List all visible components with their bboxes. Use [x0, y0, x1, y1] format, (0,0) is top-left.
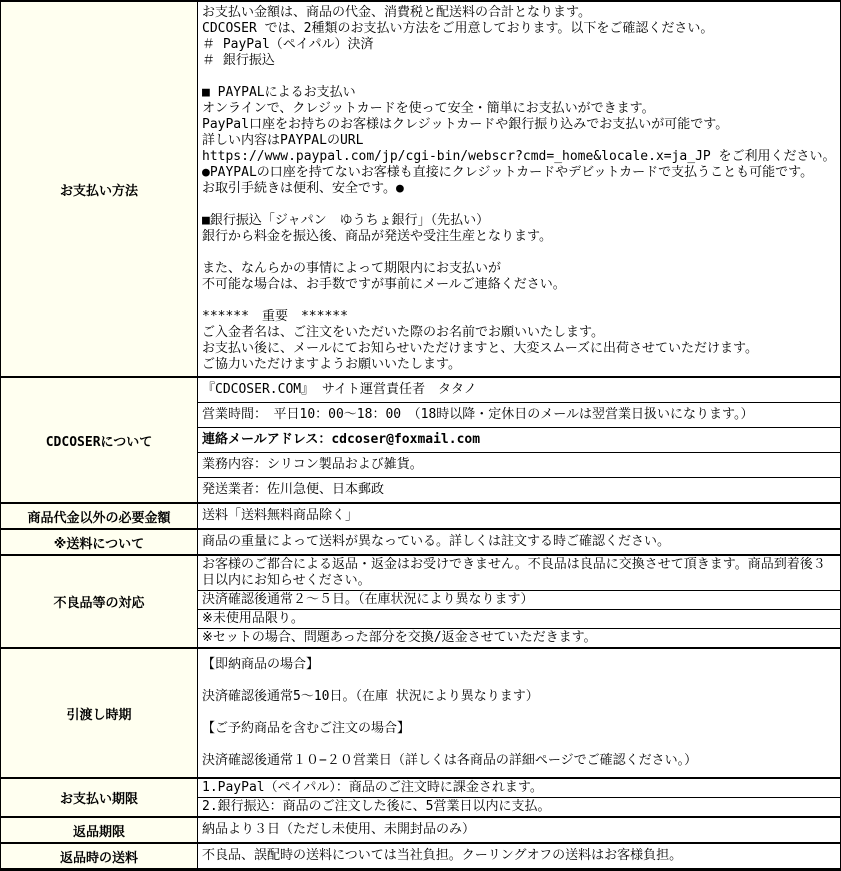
text-line: お取引手続きは便利、安全です。●	[202, 181, 404, 196]
text-line: 2.銀行振込：商品のご注文した後に、5営業日以内に支払。	[202, 799, 551, 814]
table-row-defective-0	[1, 555, 841, 591]
table-row-payment-method	[1, 1, 841, 377]
text-line: ■銀行振込「ジャパン ゆうちょ銀行」（先払い）	[202, 213, 490, 228]
text-line	[202, 705, 836, 721]
row-label-shipping-note: ※送料について	[1, 529, 198, 555]
text-line	[202, 737, 836, 753]
text-line: 【即納商品の場合】	[202, 657, 320, 672]
row-label-about: CDCOSERについて	[1, 377, 198, 503]
shipping-carrier	[198, 478, 841, 504]
text-line: CDCOSER では、2種類のお支払い方法をご用意しております。以下をご確認ください。	[202, 21, 714, 36]
table-row-extra-fee	[1, 503, 841, 529]
table-row-delivery	[1, 648, 841, 778]
table-row-return-shipping	[1, 843, 841, 870]
business-content	[198, 453, 841, 478]
row-label-extra-fee: 商品代金以外の必要金額	[1, 503, 198, 529]
text-line: 決済確認後通常２〜５日。（在庫状況により異なります）	[202, 592, 534, 607]
text-line: 『CDCOSER.COM』 サイト運営責任者 タタノ	[202, 382, 477, 397]
text-line: 送料「送料無料商品除く」	[202, 508, 359, 523]
row-label-payment-method: お支払い方法	[1, 1, 198, 377]
delivery-text	[198, 648, 841, 778]
text-line: ＃ PayPal（ペイパル）決済	[202, 37, 374, 52]
text-line: 営業時間： 平日10：00〜18：00 （18時以降・定休日のメールは翌営業日扱いになります。）	[202, 407, 754, 422]
defective-set-note	[198, 629, 841, 649]
table-row-shipping-note	[1, 529, 841, 555]
text-line: ■ PAYPALによるお支払い	[202, 85, 356, 100]
text-line: 不可能な場合は、お手数ですが事前にメールご連絡ください。	[202, 277, 566, 292]
text-line: お支払い金額は、商品の代金、消費税と配送料の合計となります。	[202, 5, 591, 20]
defective-unused-only	[198, 610, 841, 629]
business-hours	[198, 403, 841, 428]
row-label-delivery: 引渡し時期	[1, 648, 198, 778]
shipping-note-text	[198, 529, 841, 555]
contact-email	[198, 428, 841, 453]
defective-policy	[198, 555, 841, 591]
deadline-paypal	[198, 778, 841, 798]
text-line: 決済確認後通常１０−２０営業日（詳しくは各商品の詳細ページでご確認ください。）	[202, 753, 698, 768]
text-line: 発送業者：佐川急便、日本郵政	[202, 482, 385, 497]
text-line	[202, 245, 836, 261]
text-line: 1.PayPal（ペイパル）：商品のご注文時に課金されます。	[202, 780, 543, 795]
text-line	[202, 69, 836, 85]
site-operator	[198, 377, 841, 403]
table-row-payment-deadline-0	[1, 778, 841, 798]
deadline-bank	[198, 798, 841, 818]
extra-fee-text	[198, 503, 841, 529]
text-line: 詳しい内容はPAYPALのURL	[202, 133, 364, 148]
text-line: お客様のご都合による返品・返金はお受けできません。不良品は良品に交換させて頂きます。商品到着後３日以内にお知らせください。	[202, 557, 826, 588]
text-line: ●PAYPALの口座を持てないお客様も直接にクレジットカードやデビットカードで支払うことも可能です。	[202, 165, 814, 180]
text-line	[202, 673, 836, 689]
text-line: 連絡メールアドレス：cdcoser@foxmail.com	[202, 432, 481, 447]
row-label-defective: 不良品等の対応	[1, 555, 198, 648]
text-line	[202, 293, 836, 309]
text-line: 納品より３日（ただし未使用、未開封品のみ）	[202, 822, 476, 837]
text-line: お支払い後に、メールにてお知らせいただけますと、大変スムーズに出荷させていただけます。	[202, 341, 759, 356]
text-line: https://www.paypal.com/jp/cgi-bin/webscr?cmd=_home&locale.x=ja_JP をご利用ください。	[202, 149, 836, 164]
return-deadline-text	[198, 817, 841, 843]
text-line: 不良品、誤配時の送料については当社負担。クーリングオフの送料はお客様負担。	[202, 848, 683, 863]
text-line: 銀行から料金を振込後、商品が発送や受注生産となります。	[202, 229, 552, 244]
text-line: PayPal口座をお持ちのお客様はクレジットカードや銀行振り込みでお支払いが可能です。	[202, 117, 729, 132]
text-line: 決済確認後通常5〜10日。（在庫 状況により異なります）	[202, 689, 539, 704]
shop-policy-table-body	[1, 1, 841, 870]
text-line: ご協力いただけますようお願いいたします。	[202, 357, 461, 372]
payment-method-text	[198, 1, 841, 377]
table-row-return-deadline	[1, 817, 841, 843]
text-line: 【ご予約商品を含むご注文の場合】	[202, 721, 411, 736]
row-label-return-shipping: 返品時の送料	[1, 843, 198, 870]
text-line: ※未使用品限り。	[202, 611, 304, 626]
row-label-payment-deadline: お支払い期限	[1, 778, 198, 817]
row-label-return-deadline: 返品期限	[1, 817, 198, 843]
text-line: 業務内容：シリコン製品および雑貨。	[202, 457, 423, 472]
defective-exchange-time	[198, 591, 841, 610]
text-line: オンラインで、クレジットカードを使って安全・簡単にお支払いができます。	[202, 101, 655, 116]
text-line: 商品の重量によって送料が異なっている。詳しくは註文する時ご確認ください。	[202, 534, 671, 549]
text-line: ご入金者名は、ご注文をいただいた際のお名前でお願いいたします。	[202, 325, 604, 340]
text-line: ※セットの場合、問題あった部分を交換/返金させていただきます。	[202, 630, 597, 645]
return-shipping-text	[198, 843, 841, 870]
text-line: ＃ 銀行振込	[202, 53, 275, 68]
table-row-about-0	[1, 377, 841, 403]
text-line: ****** 重要 ******	[202, 309, 348, 324]
text-line: また、なんらかの事情によって期限内にお支払いが	[202, 261, 502, 276]
text-line	[202, 197, 836, 213]
